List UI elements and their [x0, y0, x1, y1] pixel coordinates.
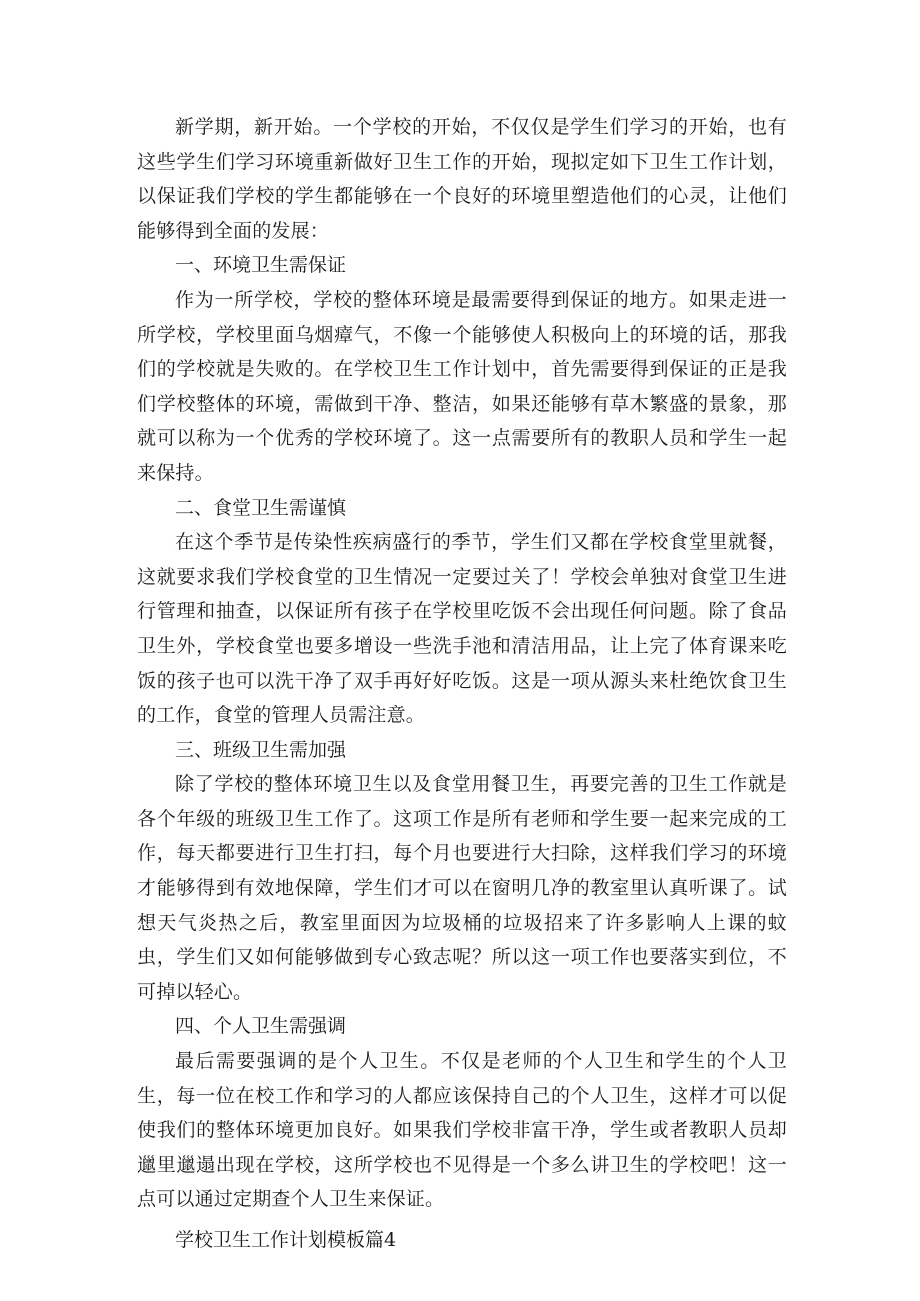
- document-page: [137, 110, 787, 1258]
- personal-hygiene-paragraph: 最后需要强调的是个人卫生。不仅是老师的个人卫生和学生的个人卫生，每一位在校工作和学习的人都应该保持自己的个人卫生，这样才可以促使我们的整体环境更加良好。如果我们学校非富干净，学生或者教职人员却邋里邋遢出现在学校，这所学校也不见得是一个多么讲卫生的学校吧！这一点可以通过定期查个人卫生来保证。: [137, 1050, 787, 1211]
- canteen-hygiene-paragraph: 在这个季节是传染性疾病盛行的季节，学生们又都在学校食堂里就餐，这就要求我们学校食堂的卫生情况一定要过关了！学校会单独对食堂卫生进行管理和抽查，以保证所有孩子在学校里吃饭不会出现任何问题。除了食品卫生外，学校食堂也要多增设一些洗手池和清洁用品，让上完了体育课来吃饭的孩子也可以洗干净了双手再好好吃饭。这是一项从源头来杜绝饮食卫生的工作，食堂的管理人员需注意。: [137, 531, 787, 727]
- class-hygiene-paragraph: 除了学校的整体环境卫生以及食堂用餐卫生，再要完善的卫生工作就是各个年级的班级卫生工作了。这项工作是所有老师和学生要一起来完成的工作，每天都要进行卫生打扫，每个月也要进行大扫除，这样我们学习的环境才能够得到有效地保障，学生们才可以在窗明几净的教室里认真听课了。试想天气炎热之后，教室里面因为垃圾桶的垃圾招来了许多影响人上课的蚊虫，学生们又如何能够做到专心致志呢？所以这一项工作也要落实到位，不可掉以轻心。: [137, 773, 787, 1003]
- heading-environment-hygiene: 一、环境卫生需保证: [175, 254, 347, 277]
- environment-hygiene-paragraph: 作为一所学校，学校的整体环境是最需要得到保证的地方。如果走进一所学校，学校里面乌烟瘴气，不像一个能够使人积极向上的环境的话，那我们的学校就是失败的。在学校卫生工作计划中，首先需要得到保证的正是我们学校整体的环境，需做到干净、整洁，如果还能够有草木繁盛的景象，那就可以称为一个优秀的学校环境了。这一点需要所有的教职人员和学生一起来保持。: [137, 288, 787, 484]
- intro-paragraph: 新学期，新开始。一个学校的开始，不仅仅是学生们学习的开始，也有这些学生们学习环境重新做好卫生工作的开始，现拟定如下卫生工作计划，以保证我们学校的学生都能够在一个良好的环境里塑造他们的心灵，让他们能够得到全面的发展：: [137, 116, 787, 242]
- heading-canteen-hygiene: 二、食堂卫生需谨慎: [175, 496, 347, 519]
- heading-personal-hygiene: 四、个人卫生需强调: [175, 1015, 347, 1038]
- section-title: 学校卫生工作计划模板篇4: [175, 1229, 397, 1251]
- heading-class-hygiene: 三、班级卫生需加强: [175, 738, 347, 761]
